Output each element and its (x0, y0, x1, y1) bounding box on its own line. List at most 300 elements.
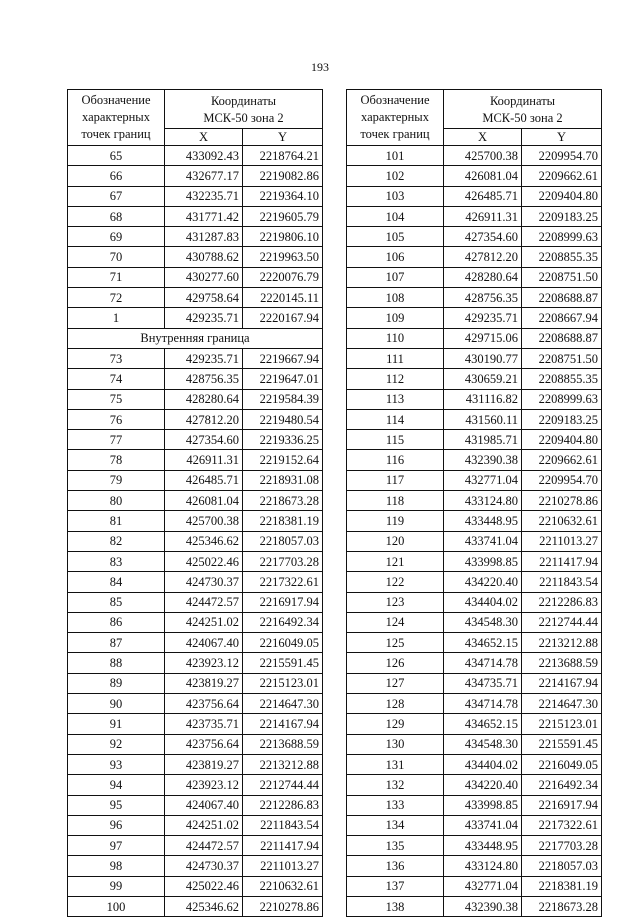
table-row (68, 815, 323, 835)
x-coordinate-cell: 425022.46 (165, 551, 243, 571)
table-row (68, 470, 323, 490)
x-coordinate-cell: 430190.77 (444, 348, 522, 368)
point-id-cell: 129 (347, 714, 444, 734)
point-id-cell: 85 (68, 592, 165, 612)
point-id-cell: 97 (68, 836, 165, 856)
point-id-cell: 91 (68, 714, 165, 734)
x-coordinate-cell: 434652.15 (444, 633, 522, 653)
table-row (68, 227, 323, 247)
x-coordinate-cell: 434548.30 (444, 612, 522, 632)
x-coordinate-cell: 423735.71 (165, 714, 243, 734)
table-row (68, 409, 323, 429)
y-coordinate-cell: 2220076.79 (243, 267, 323, 287)
x-coordinate-cell: 424067.40 (165, 795, 243, 815)
y-coordinate-cell: 2215591.45 (522, 734, 602, 754)
y-coordinate-cell: 2213688.59 (522, 653, 602, 673)
point-id-cell: 88 (68, 653, 165, 673)
x-coordinate-cell: 432390.38 (444, 450, 522, 470)
x-coordinate-cell: 424730.37 (165, 856, 243, 876)
y-coordinate-cell: 2209183.25 (522, 409, 602, 429)
table-row (347, 166, 602, 186)
y-coordinate-cell: 2218057.03 (243, 531, 323, 551)
table-row (347, 815, 602, 835)
table-row (68, 775, 323, 795)
x-coordinate-cell: 426911.31 (165, 450, 243, 470)
x-header: X (444, 129, 522, 146)
designation-header: Обозначение характерных точек границ (68, 90, 165, 146)
table-row (347, 227, 602, 247)
y-coordinate-cell: 2214647.30 (522, 694, 602, 714)
table-row (347, 409, 602, 429)
point-id-cell: 128 (347, 694, 444, 714)
coordinates-table-right (346, 89, 602, 917)
y-coordinate-cell: 2216917.94 (243, 592, 323, 612)
x-coordinate-cell: 427812.20 (444, 247, 522, 267)
y-coordinate-cell: 2208688.87 (522, 288, 602, 308)
table-row (68, 166, 323, 186)
y-coordinate-cell: 2213688.59 (243, 734, 323, 754)
table-row (347, 511, 602, 531)
x-coordinate-cell: 423923.12 (165, 775, 243, 795)
table-row (347, 734, 602, 754)
table-row (68, 836, 323, 856)
table-row (68, 856, 323, 876)
y-coordinate-cell: 2214167.94 (243, 714, 323, 734)
point-id-cell: 111 (347, 348, 444, 368)
table-row (347, 775, 602, 795)
y-coordinate-cell: 2211417.94 (522, 551, 602, 571)
y-coordinate-cell: 2218057.03 (522, 856, 602, 876)
y-coordinate-cell: 2217322.61 (243, 572, 323, 592)
table-row (68, 247, 323, 267)
point-id-cell: 121 (347, 551, 444, 571)
point-id-cell: 109 (347, 308, 444, 328)
point-id-cell: 94 (68, 775, 165, 795)
y-coordinate-cell: 2218381.19 (522, 876, 602, 896)
x-coordinate-cell: 426911.31 (444, 206, 522, 226)
point-id-cell: 96 (68, 815, 165, 835)
table-row (347, 470, 602, 490)
y-coordinate-cell: 2209662.61 (522, 166, 602, 186)
x-coordinate-cell: 433448.95 (444, 836, 522, 856)
y-coordinate-cell: 2218673.28 (522, 896, 602, 916)
x-coordinate-cell: 430788.62 (165, 247, 243, 267)
point-id-cell: 132 (347, 775, 444, 795)
x-coordinate-cell: 432771.04 (444, 876, 522, 896)
point-id-cell: 107 (347, 267, 444, 287)
y-coordinate-cell: 2212286.83 (522, 592, 602, 612)
designation-header: Обозначение характерных точек границ (347, 90, 444, 146)
table-row (347, 186, 602, 206)
y-coordinate-cell: 2220167.94 (243, 308, 323, 328)
y-coordinate-cell: 2219364.10 (243, 186, 323, 206)
x-coordinate-cell: 433124.80 (444, 856, 522, 876)
y-coordinate-cell: 2212744.44 (243, 775, 323, 795)
x-coordinate-cell: 424472.57 (165, 592, 243, 612)
point-id-cell: 113 (347, 389, 444, 409)
y-coordinate-cell: 2220145.11 (243, 288, 323, 308)
table-row (347, 856, 602, 876)
table-row (68, 572, 323, 592)
y-coordinate-cell: 2215123.01 (243, 673, 323, 693)
table-row (68, 531, 323, 551)
y-coordinate-cell: 2217703.28 (522, 836, 602, 856)
table-row (68, 612, 323, 632)
table-row (347, 612, 602, 632)
x-coordinate-cell: 429758.64 (165, 288, 243, 308)
y-coordinate-cell: 2214167.94 (522, 673, 602, 693)
table-row (68, 308, 323, 328)
x-coordinate-cell: 424251.02 (165, 612, 243, 632)
point-id-cell: 137 (347, 876, 444, 896)
x-coordinate-cell: 423819.27 (165, 754, 243, 774)
point-id-cell: 69 (68, 227, 165, 247)
point-id-cell: 112 (347, 369, 444, 389)
point-id-cell: 1 (68, 308, 165, 328)
x-coordinate-cell: 432235.71 (165, 186, 243, 206)
table-row (68, 795, 323, 815)
table-row (68, 754, 323, 774)
table-row (347, 673, 602, 693)
point-id-cell: 66 (68, 166, 165, 186)
x-coordinate-cell: 433998.85 (444, 551, 522, 571)
y-coordinate-cell: 2219806.10 (243, 227, 323, 247)
x-coordinate-cell: 423756.64 (165, 734, 243, 754)
x-coordinate-cell: 434404.02 (444, 592, 522, 612)
table-row (68, 146, 323, 166)
table-row (68, 430, 323, 450)
point-id-cell: 87 (68, 633, 165, 653)
table-row (68, 511, 323, 531)
x-coordinate-cell: 423756.64 (165, 694, 243, 714)
point-id-cell: 90 (68, 694, 165, 714)
point-id-cell: 67 (68, 186, 165, 206)
point-id-cell: 116 (347, 450, 444, 470)
y-coordinate-cell: 2215123.01 (522, 714, 602, 734)
table-row (347, 694, 602, 714)
y-coordinate-cell: 2209404.80 (522, 186, 602, 206)
y-coordinate-cell: 2217322.61 (522, 815, 602, 835)
table-row (68, 389, 323, 409)
table-row (347, 836, 602, 856)
x-coordinate-cell: 433124.80 (444, 491, 522, 511)
y-coordinate-cell: 2209954.70 (522, 470, 602, 490)
x-coordinate-cell: 434652.15 (444, 714, 522, 734)
point-id-cell: 81 (68, 511, 165, 531)
coordinates-header: Координаты МСК-50 зона 2 (165, 90, 323, 129)
x-coordinate-cell: 431116.82 (444, 389, 522, 409)
x-coordinate-cell: 428280.64 (444, 267, 522, 287)
y-coordinate-cell: 2209662.61 (522, 450, 602, 470)
x-coordinate-cell: 425346.62 (165, 531, 243, 551)
table-row (68, 206, 323, 226)
x-coordinate-cell: 428280.64 (165, 389, 243, 409)
point-id-cell: 119 (347, 511, 444, 531)
point-id-cell: 134 (347, 815, 444, 835)
table-row (347, 653, 602, 673)
table-row (68, 369, 323, 389)
y-coordinate-cell: 2209183.25 (522, 206, 602, 226)
x-coordinate-cell: 430659.21 (444, 369, 522, 389)
y-coordinate-cell: 2219082.86 (243, 166, 323, 186)
x-coordinate-cell: 425700.38 (165, 511, 243, 531)
y-coordinate-cell: 2219647.01 (243, 369, 323, 389)
y-coordinate-cell: 2219480.54 (243, 409, 323, 429)
y-coordinate-cell: 2209404.80 (522, 430, 602, 450)
point-id-cell: 78 (68, 450, 165, 470)
y-coordinate-cell: 2217703.28 (243, 551, 323, 571)
point-id-cell: 103 (347, 186, 444, 206)
y-coordinate-cell: 2208688.87 (522, 328, 602, 348)
coordinates-table-left (67, 89, 323, 917)
point-id-cell: 79 (68, 470, 165, 490)
x-coordinate-cell: 431771.42 (165, 206, 243, 226)
y-coordinate-cell: 2208751.50 (522, 267, 602, 287)
y-coordinate-cell: 2214647.30 (243, 694, 323, 714)
y-coordinate-cell: 2219152.64 (243, 450, 323, 470)
y-coordinate-cell: 2210278.86 (243, 896, 323, 916)
point-id-cell: 133 (347, 795, 444, 815)
y-coordinate-cell: 2211417.94 (243, 836, 323, 856)
table-row (347, 592, 602, 612)
point-id-cell: 125 (347, 633, 444, 653)
y-coordinate-cell: 2212286.83 (243, 795, 323, 815)
point-id-cell: 93 (68, 754, 165, 774)
y-coordinate-cell: 2208751.50 (522, 348, 602, 368)
table-row (68, 348, 323, 368)
page-number: 193 (311, 60, 329, 74)
x-coordinate-cell: 424730.37 (165, 572, 243, 592)
x-header: X (165, 129, 243, 146)
y-coordinate-cell: 2211013.27 (522, 531, 602, 551)
table-row (347, 572, 602, 592)
y-coordinate-cell: 2219667.94 (243, 348, 323, 368)
x-coordinate-cell: 424251.02 (165, 815, 243, 835)
table-row (347, 896, 602, 916)
x-coordinate-cell: 429235.71 (165, 348, 243, 368)
x-coordinate-cell: 434735.71 (444, 673, 522, 693)
x-coordinate-cell: 428756.35 (444, 288, 522, 308)
table-row (68, 551, 323, 571)
x-coordinate-cell: 429235.71 (444, 308, 522, 328)
table-row (68, 491, 323, 511)
table-row (347, 389, 602, 409)
point-id-cell: 70 (68, 247, 165, 267)
point-id-cell: 130 (347, 734, 444, 754)
x-coordinate-cell: 426081.04 (165, 491, 243, 511)
x-coordinate-cell: 426081.04 (444, 166, 522, 186)
subsection-row-group (68, 328, 323, 348)
y-coordinate-cell: 2208855.35 (522, 369, 602, 389)
table-header (347, 90, 602, 146)
table-row (347, 247, 602, 267)
y-coordinate-cell: 2211843.54 (522, 572, 602, 592)
y-coordinate-cell: 2216492.34 (243, 612, 323, 632)
y-coordinate-cell: 2211843.54 (243, 815, 323, 835)
table-row (68, 450, 323, 470)
y-coordinate-cell: 2216917.94 (522, 795, 602, 815)
point-id-cell: 99 (68, 876, 165, 896)
table-row (347, 369, 602, 389)
table-body-inner (68, 348, 323, 916)
table-row (68, 876, 323, 896)
point-id-cell: 82 (68, 531, 165, 551)
table-row (347, 430, 602, 450)
y-header: Y (243, 129, 323, 146)
table-row (347, 450, 602, 470)
x-coordinate-cell: 432677.17 (165, 166, 243, 186)
x-coordinate-cell: 434220.40 (444, 572, 522, 592)
y-coordinate-cell: 2218764.21 (243, 146, 323, 166)
subsection-title: Внутренняя граница (68, 328, 323, 348)
table-row (347, 633, 602, 653)
point-id-cell: 118 (347, 491, 444, 511)
point-id-cell: 138 (347, 896, 444, 916)
x-coordinate-cell: 429715.06 (444, 328, 522, 348)
y-coordinate-cell: 2208855.35 (522, 247, 602, 267)
y-coordinate-cell: 2218381.19 (243, 511, 323, 531)
point-id-cell: 65 (68, 146, 165, 166)
x-coordinate-cell: 430277.60 (165, 267, 243, 287)
y-coordinate-cell: 2208667.94 (522, 308, 602, 328)
point-id-cell: 100 (68, 896, 165, 916)
point-id-cell: 131 (347, 754, 444, 774)
x-coordinate-cell: 423923.12 (165, 653, 243, 673)
point-id-cell: 80 (68, 491, 165, 511)
x-coordinate-cell: 427354.60 (165, 430, 243, 450)
table-row (347, 348, 602, 368)
x-coordinate-cell: 425700.38 (444, 146, 522, 166)
table-row (347, 754, 602, 774)
y-coordinate-cell: 2219336.25 (243, 430, 323, 450)
x-coordinate-cell: 427812.20 (165, 409, 243, 429)
y-coordinate-cell: 2218673.28 (243, 491, 323, 511)
y-coordinate-cell: 2212744.44 (522, 612, 602, 632)
point-id-cell: 105 (347, 227, 444, 247)
coordinates-header: Координаты МСК-50 зона 2 (444, 90, 602, 129)
point-id-cell: 92 (68, 734, 165, 754)
table-row (347, 206, 602, 226)
point-id-cell: 101 (347, 146, 444, 166)
table-row (68, 288, 323, 308)
point-id-cell: 124 (347, 612, 444, 632)
point-id-cell: 123 (347, 592, 444, 612)
table-row (347, 328, 602, 348)
y-coordinate-cell: 2210632.61 (522, 511, 602, 531)
table-row (68, 653, 323, 673)
table-row (68, 592, 323, 612)
point-id-cell: 117 (347, 470, 444, 490)
x-coordinate-cell: 432390.38 (444, 896, 522, 916)
y-header: Y (522, 129, 602, 146)
point-id-cell: 126 (347, 653, 444, 673)
point-id-cell: 98 (68, 856, 165, 876)
table-row (347, 551, 602, 571)
y-coordinate-cell: 2208999.63 (522, 227, 602, 247)
x-coordinate-cell: 426485.71 (444, 186, 522, 206)
y-coordinate-cell: 2219605.79 (243, 206, 323, 226)
x-coordinate-cell: 431985.71 (444, 430, 522, 450)
point-id-cell: 86 (68, 612, 165, 632)
x-coordinate-cell: 424472.57 (165, 836, 243, 856)
x-coordinate-cell: 433998.85 (444, 795, 522, 815)
table-row (68, 673, 323, 693)
point-id-cell: 102 (347, 166, 444, 186)
table-row (68, 734, 323, 754)
x-coordinate-cell: 425022.46 (165, 876, 243, 896)
y-coordinate-cell: 2216492.34 (522, 775, 602, 795)
y-coordinate-cell: 2218931.08 (243, 470, 323, 490)
x-coordinate-cell: 431560.11 (444, 409, 522, 429)
x-coordinate-cell: 431287.83 (165, 227, 243, 247)
y-coordinate-cell: 2210278.86 (522, 491, 602, 511)
point-id-cell: 120 (347, 531, 444, 551)
x-coordinate-cell: 433092.43 (165, 146, 243, 166)
x-coordinate-cell: 432771.04 (444, 470, 522, 490)
x-coordinate-cell: 434548.30 (444, 734, 522, 754)
x-coordinate-cell: 434714.78 (444, 653, 522, 673)
table-header (68, 90, 323, 146)
x-coordinate-cell: 433741.04 (444, 815, 522, 835)
table-row (347, 308, 602, 328)
y-coordinate-cell: 2213212.88 (243, 754, 323, 774)
point-id-cell: 104 (347, 206, 444, 226)
table-row (68, 896, 323, 916)
y-coordinate-cell: 2208999.63 (522, 389, 602, 409)
point-id-cell: 108 (347, 288, 444, 308)
y-coordinate-cell: 2210632.61 (243, 876, 323, 896)
x-coordinate-cell: 426485.71 (165, 470, 243, 490)
y-coordinate-cell: 2216049.05 (243, 633, 323, 653)
table-body (347, 146, 602, 917)
point-id-cell: 74 (68, 369, 165, 389)
table-row (347, 491, 602, 511)
x-coordinate-cell: 427354.60 (444, 227, 522, 247)
table-row (347, 876, 602, 896)
y-coordinate-cell: 2213212.88 (522, 633, 602, 653)
point-id-cell: 127 (347, 673, 444, 693)
x-coordinate-cell: 434714.78 (444, 694, 522, 714)
point-id-cell: 95 (68, 795, 165, 815)
table-row (347, 795, 602, 815)
table-body-outer (68, 146, 323, 329)
table-row (347, 714, 602, 734)
x-coordinate-cell: 423819.27 (165, 673, 243, 693)
point-id-cell: 71 (68, 267, 165, 287)
point-id-cell: 83 (68, 551, 165, 571)
point-id-cell: 115 (347, 430, 444, 450)
point-id-cell: 114 (347, 409, 444, 429)
x-coordinate-cell: 433448.95 (444, 511, 522, 531)
point-id-cell: 106 (347, 247, 444, 267)
y-coordinate-cell: 2219963.50 (243, 247, 323, 267)
table-row (68, 267, 323, 287)
point-id-cell: 77 (68, 430, 165, 450)
table-row (68, 694, 323, 714)
table-row (347, 267, 602, 287)
point-id-cell: 75 (68, 389, 165, 409)
x-coordinate-cell: 434220.40 (444, 775, 522, 795)
table-row (68, 186, 323, 206)
point-id-cell: 122 (347, 572, 444, 592)
table-row (347, 531, 602, 551)
y-coordinate-cell: 2215591.45 (243, 653, 323, 673)
table-row (68, 714, 323, 734)
point-id-cell: 135 (347, 836, 444, 856)
subsection-row (68, 328, 323, 348)
point-id-cell: 68 (68, 206, 165, 226)
table-row (347, 288, 602, 308)
